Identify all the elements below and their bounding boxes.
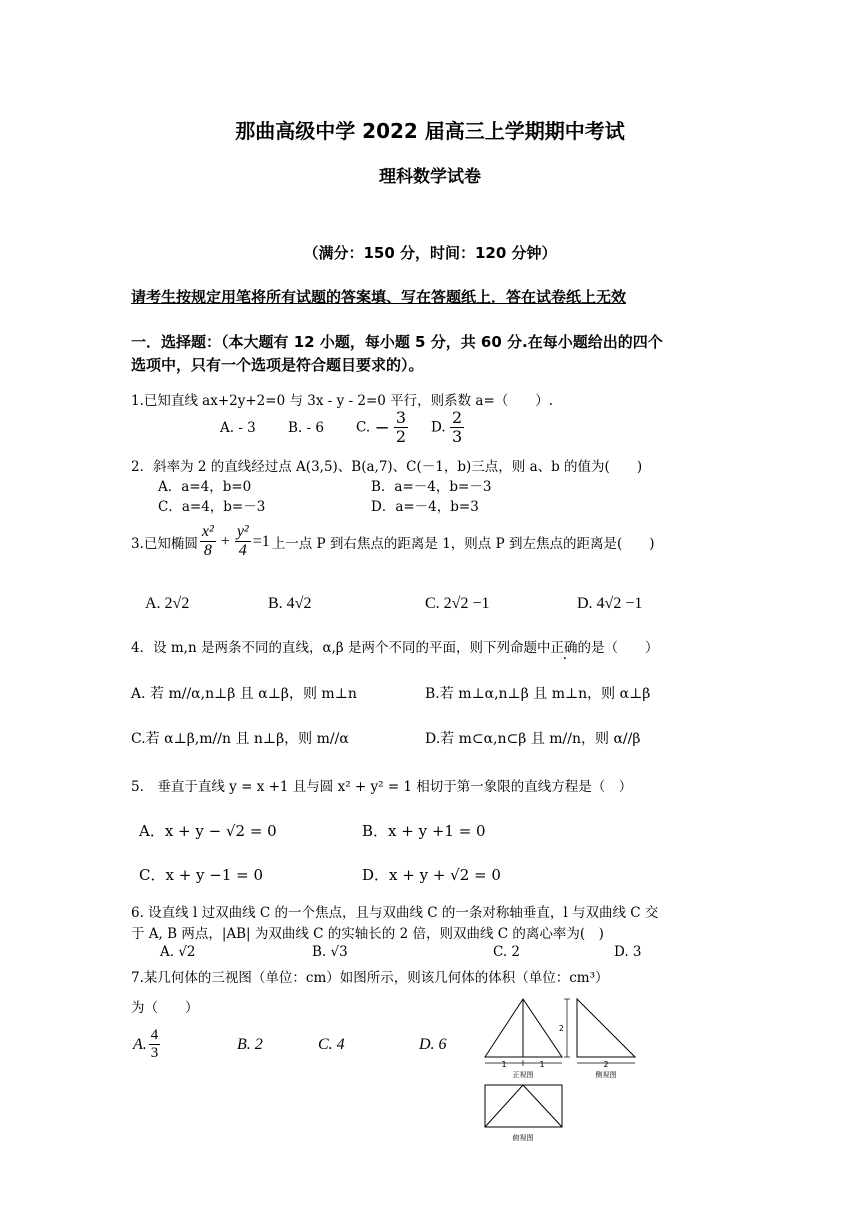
q2-stem: 2．斜率为 2 的直线经过点 A(3,5)、B(a,7)、C(－1，b)三点，则 a、b 的值为( ) xyxy=(131,459,643,475)
q5-option-a: A．x + y − √2 = 0 xyxy=(139,822,277,840)
q3-option-b: B. 4√2 xyxy=(268,595,312,612)
q7-option-d: D. 6 xyxy=(419,1036,447,1053)
q4-option-b: B.若 m⊥α,n⊥β 且 m⊥n，则 α⊥β xyxy=(425,686,651,702)
q2-option-d: D．a=－4，b=3 xyxy=(371,499,479,515)
top-view xyxy=(485,1085,562,1142)
q6-option-a: A. √2 xyxy=(160,944,196,960)
q7-line1: 7.某几何体的三视图（单位：cm）如图所示，则该几何体的体积（单位：cm³） xyxy=(131,970,609,986)
q1-option-a: A. - 3 xyxy=(220,420,256,436)
q5-option-d: D．x + y + √2 = 0 xyxy=(362,866,501,884)
q7-option-c: C. 4 xyxy=(318,1036,345,1053)
exam-title: 那曲高级中学 2022 届高三上学期期中考试 xyxy=(235,119,625,143)
front-dim-1b: 1 xyxy=(539,1060,545,1069)
exam-subtitle: 理科数学试卷 xyxy=(379,167,481,187)
front-view xyxy=(485,999,562,1079)
side-view-label: 侧视图 xyxy=(595,1071,617,1079)
q6-line2: 于 A, B 两点，|AB| 为双曲线 C 的实轴长的 2 倍，则双曲线 C 的离心率为( ) xyxy=(131,926,604,942)
q3-option-c: C. 2√2 −1 xyxy=(425,595,490,612)
height-dim: 2 xyxy=(558,1024,564,1033)
q1-option-b: B. - 6 xyxy=(288,420,324,436)
q4-option-c: C.若 α⊥β,m//n 且 n⊥β，则 m//α xyxy=(131,731,349,747)
section-heading-line1: 一．选择题：（本大题有 12 小题，每小题 5 分，共 60 分.在每小题给出的四个 xyxy=(131,333,663,351)
top-view-label: 俯视图 xyxy=(512,1134,534,1142)
q6-option-d: D. 3 xyxy=(614,944,642,960)
q4-option-d: D.若 m⊂α,n⊂β 且 m//n，则 α//β xyxy=(425,731,641,747)
three-view-figure xyxy=(480,995,650,1145)
q7-line2: 为（ ） xyxy=(131,1000,199,1016)
q6-line1: 6. 设直线 l 过双曲线 C 的一个焦点，且与双曲线 C 的一条对称轴垂直，l 与双曲线 C 交 xyxy=(131,905,659,921)
q1-option-d: D. $\frac{2}{3}$ xyxy=(431,408,463,447)
side-dim-2: 2 xyxy=(603,1060,609,1069)
q3-stem: 3.已知椭圆 $\frac{\text{x²}}{8}$ + $\frac{\text{y²}}{4}$ =1 上一点 P 到右焦点的距离是 1，则点 P 到左焦点的距离是( ) xyxy=(131,523,655,560)
q2-option-b: B．a=－4，b=－3 xyxy=(371,479,492,495)
q4-stem: 4．设 m,n 是两条不同的直线，α,β 是两个不同的平面，则下列命题中正确的是（ ） xyxy=(131,640,659,656)
q5-option-c: C．x + y −1 = 0 xyxy=(139,866,264,884)
exam-meta: （满分：150 分，时间：120 分钟） xyxy=(303,244,557,262)
section-heading-line2: 选项中，只有一个选项是符合题目要求的）。 xyxy=(131,356,424,374)
q7-option-b: B. 2 xyxy=(237,1036,263,1053)
side-view xyxy=(577,999,635,1079)
q4-option-a: A. 若 m//α,n⊥β 且 α⊥β，则 m⊥n xyxy=(131,686,357,702)
q1-stem: 1.已知直线 ax+2y+2=0 与 3x - y - 2=0 平行，则系数 a=（ ）. xyxy=(131,393,554,409)
q6-option-c: C. 2 xyxy=(493,944,521,960)
q2-option-a: A．a=4，b=0 xyxy=(158,479,252,495)
q1-option-c: C. − $\frac{3}{2}$ xyxy=(356,408,407,447)
q5-stem: 5. 垂直于直线 y = x +1 且与圆 x² + y² = 1 相切于第一象限的直线方程是（ ） xyxy=(131,779,633,795)
front-dim-1a: 1 xyxy=(501,1060,507,1069)
q3-option-d: D. 4√2 −1 xyxy=(577,595,643,612)
q6-option-b: B. √3 xyxy=(312,944,348,960)
q5-option-b: B．x + y +1 = 0 xyxy=(362,822,486,840)
q3-option-a: A. 2√2 xyxy=(145,595,190,612)
q2-option-c: C．a=4，b=－3 xyxy=(158,499,266,515)
q7-option-a: A. $\frac{4}{3}$ xyxy=(133,1027,159,1062)
front-view-label: 正视图 xyxy=(512,1071,534,1079)
exam-notice: 请考生按规定用笔将所有试题的答案填、写在答题纸上．答在试卷纸上无效 xyxy=(131,288,627,306)
